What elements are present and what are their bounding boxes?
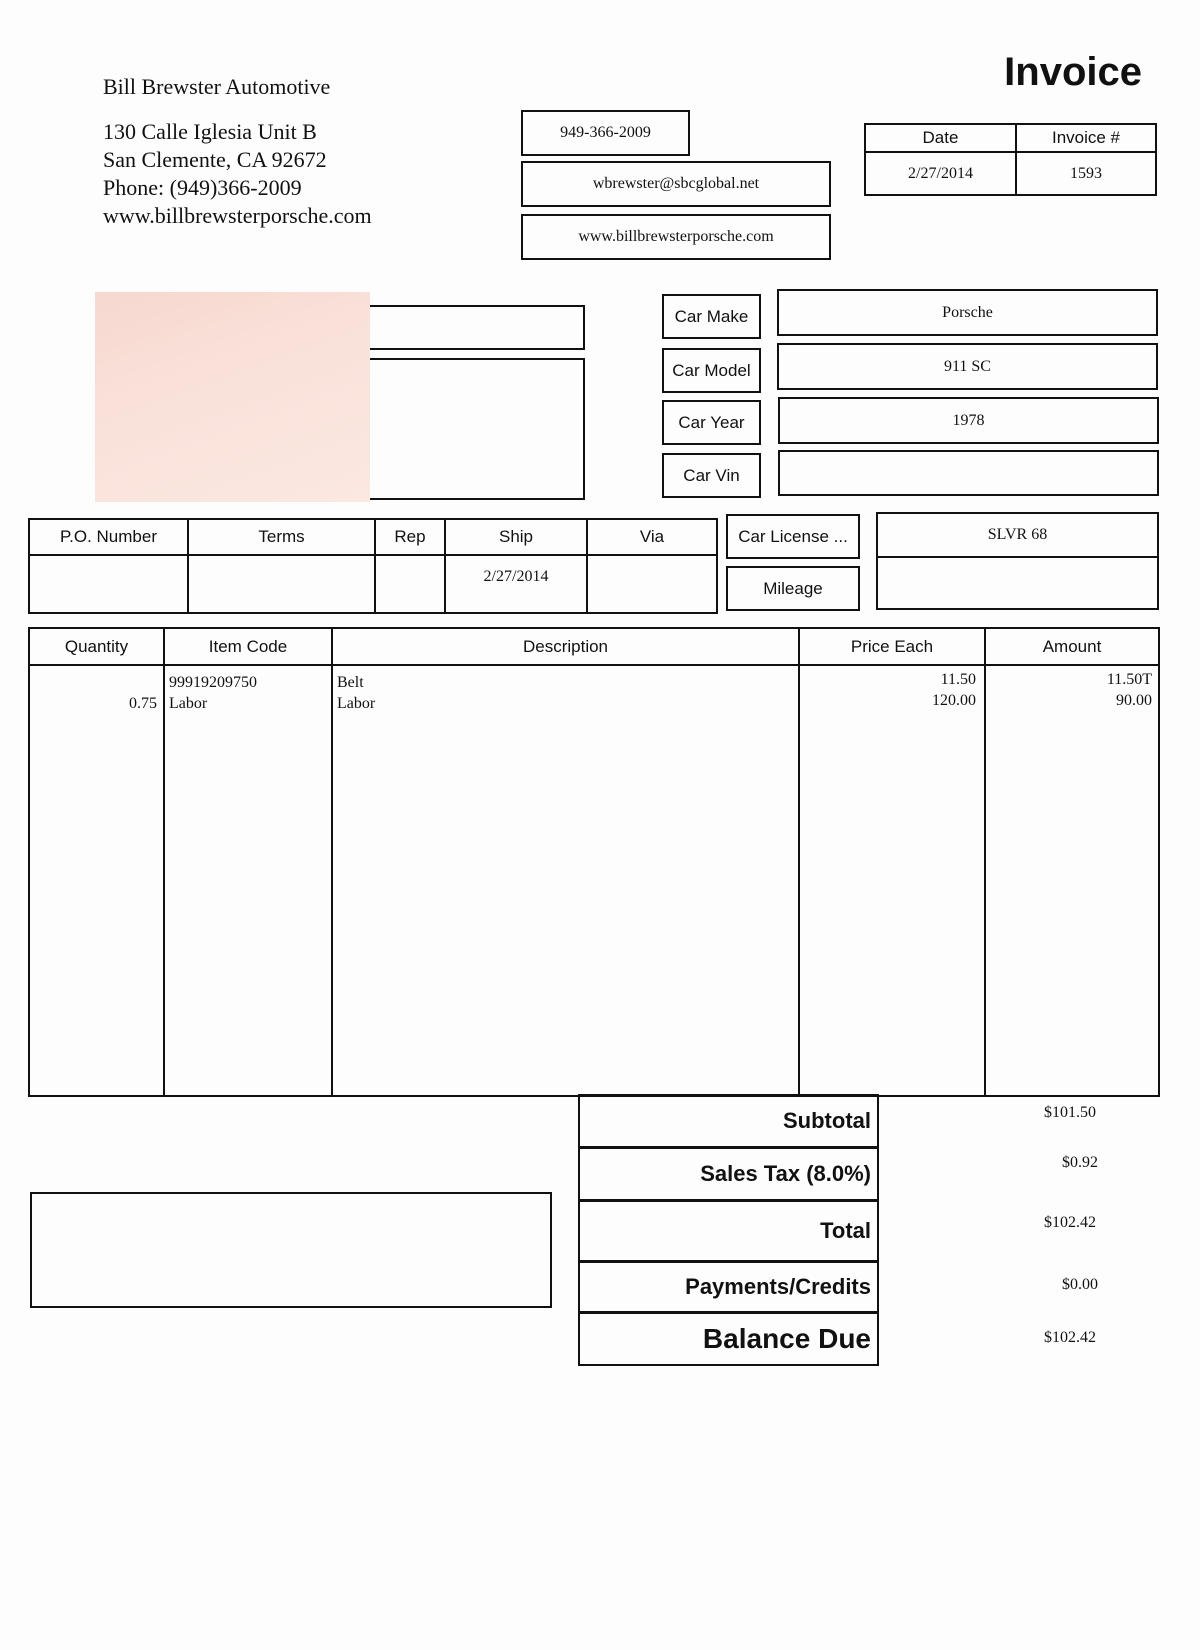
table-row-2-item-code: Labor — [169, 695, 208, 712]
payments-label: Payments/Credits — [685, 1274, 871, 1299]
balance-due-label-box — [578, 1312, 879, 1366]
line-items-table — [28, 627, 1160, 1097]
car-year-label: Car Year — [678, 412, 745, 432]
mileage-label: Mileage — [763, 578, 823, 598]
license-mileage-box — [876, 512, 1159, 610]
sales-tax-label-box — [578, 1147, 879, 1201]
car-license-label-box — [726, 514, 860, 559]
car-license-value: SLVR 68 — [987, 526, 1048, 543]
mileage-value — [878, 558, 1157, 608]
company-phone: Phone: (949)366-2009 — [103, 175, 302, 200]
table-row-1-price: 11.50 — [940, 671, 976, 688]
amount-header: Amount — [1042, 636, 1102, 656]
date-header: Date — [866, 125, 1015, 153]
invoice-number: 1593 — [1070, 164, 1102, 182]
contact-phone-box — [521, 110, 690, 156]
bill-to-name-box — [365, 305, 585, 350]
car-model-value-box — [777, 343, 1158, 390]
subtotal-value: $101.50 — [1044, 1104, 1096, 1121]
total-label-box — [578, 1200, 879, 1262]
company-website: www.billbrewsterporsche.com — [103, 203, 372, 228]
invoice-title: Invoice — [1004, 50, 1142, 94]
description-header: Description — [522, 636, 609, 656]
table-row-2-description: Labor — [337, 695, 376, 712]
car-model-value: 911 SC — [944, 357, 991, 375]
contact-email: wbrewster@sbcglobal.net — [592, 175, 760, 192]
invoice-date: 2/27/2014 — [908, 164, 973, 182]
table-row-2-amount: 90.00 — [1116, 692, 1152, 709]
subtotal-label-box — [578, 1094, 879, 1148]
date-invoice-table — [864, 123, 1157, 196]
car-vin-label: Car Vin — [683, 465, 740, 485]
via-value — [588, 556, 716, 612]
car-make-value: Porsche — [942, 303, 993, 321]
car-make-label-box — [662, 294, 761, 339]
company-name: Bill Brewster Automotive — [103, 74, 331, 99]
po-number-header: P.O. Number — [59, 527, 157, 546]
rep-value — [376, 556, 444, 612]
sales-tax-value: $0.92 — [1062, 1154, 1098, 1171]
table-row-1-item-code: 99919209750 — [169, 674, 257, 691]
subtotal-label: Subtotal — [783, 1108, 871, 1133]
bill-to-address-box — [365, 358, 585, 500]
car-make-label: Car Make — [674, 306, 749, 326]
contact-website: www.billbrewsterporsche.com — [578, 228, 774, 245]
contact-email-box — [521, 161, 831, 207]
balance-due-label: Balance Due — [702, 1323, 871, 1354]
contact-website-box — [521, 214, 831, 260]
rep-header: Rep — [394, 527, 426, 546]
total-label: Total — [820, 1218, 871, 1243]
redacted-area — [95, 292, 370, 502]
balance-due-value: $102.42 — [1044, 1329, 1096, 1346]
mileage-label-box — [726, 566, 860, 611]
contact-phone: 949-366-2009 — [560, 124, 651, 141]
table-row-2-quantity: 0.75 — [129, 695, 157, 712]
terms-value — [189, 556, 374, 612]
total-value: $102.42 — [1044, 1214, 1096, 1231]
via-header: Via — [639, 527, 665, 546]
car-vin-label-box — [662, 453, 761, 498]
car-vin-value-box — [778, 450, 1159, 496]
order-info-table — [28, 518, 718, 614]
car-year-label-box — [662, 400, 761, 445]
car-license-label: Car License ... — [738, 526, 848, 546]
car-model-label-box — [662, 348, 761, 393]
car-year-value: 1978 — [952, 411, 985, 429]
sales-tax-label: Sales Tax (8.0%) — [700, 1161, 871, 1186]
table-row-1-description: Belt — [337, 674, 364, 691]
payments-label-box — [578, 1261, 879, 1313]
car-model-label: Car Model — [672, 360, 751, 380]
memo-box — [30, 1192, 552, 1308]
po-number-value — [30, 556, 187, 612]
quantity-header: Quantity — [64, 636, 129, 656]
table-row-2-price: 120.00 — [932, 692, 976, 709]
terms-header: Terms — [258, 527, 305, 546]
ship-header: Ship — [498, 527, 534, 546]
payments-value: $0.00 — [1062, 1276, 1098, 1293]
item-code-header: Item Code — [208, 636, 288, 656]
invoice-number-header: Invoice # — [1017, 125, 1155, 153]
company-address-line2: San Clemente, CA 92672 — [103, 147, 327, 172]
ship-value: 2/27/2014 — [483, 567, 549, 585]
car-make-value-box — [777, 289, 1158, 336]
table-row-1-amount: 11.50T — [1106, 671, 1152, 688]
company-address-line1: 130 Calle Iglesia Unit B — [103, 119, 317, 144]
car-year-value-box — [778, 397, 1159, 444]
price-each-header: Price Each — [850, 636, 934, 656]
